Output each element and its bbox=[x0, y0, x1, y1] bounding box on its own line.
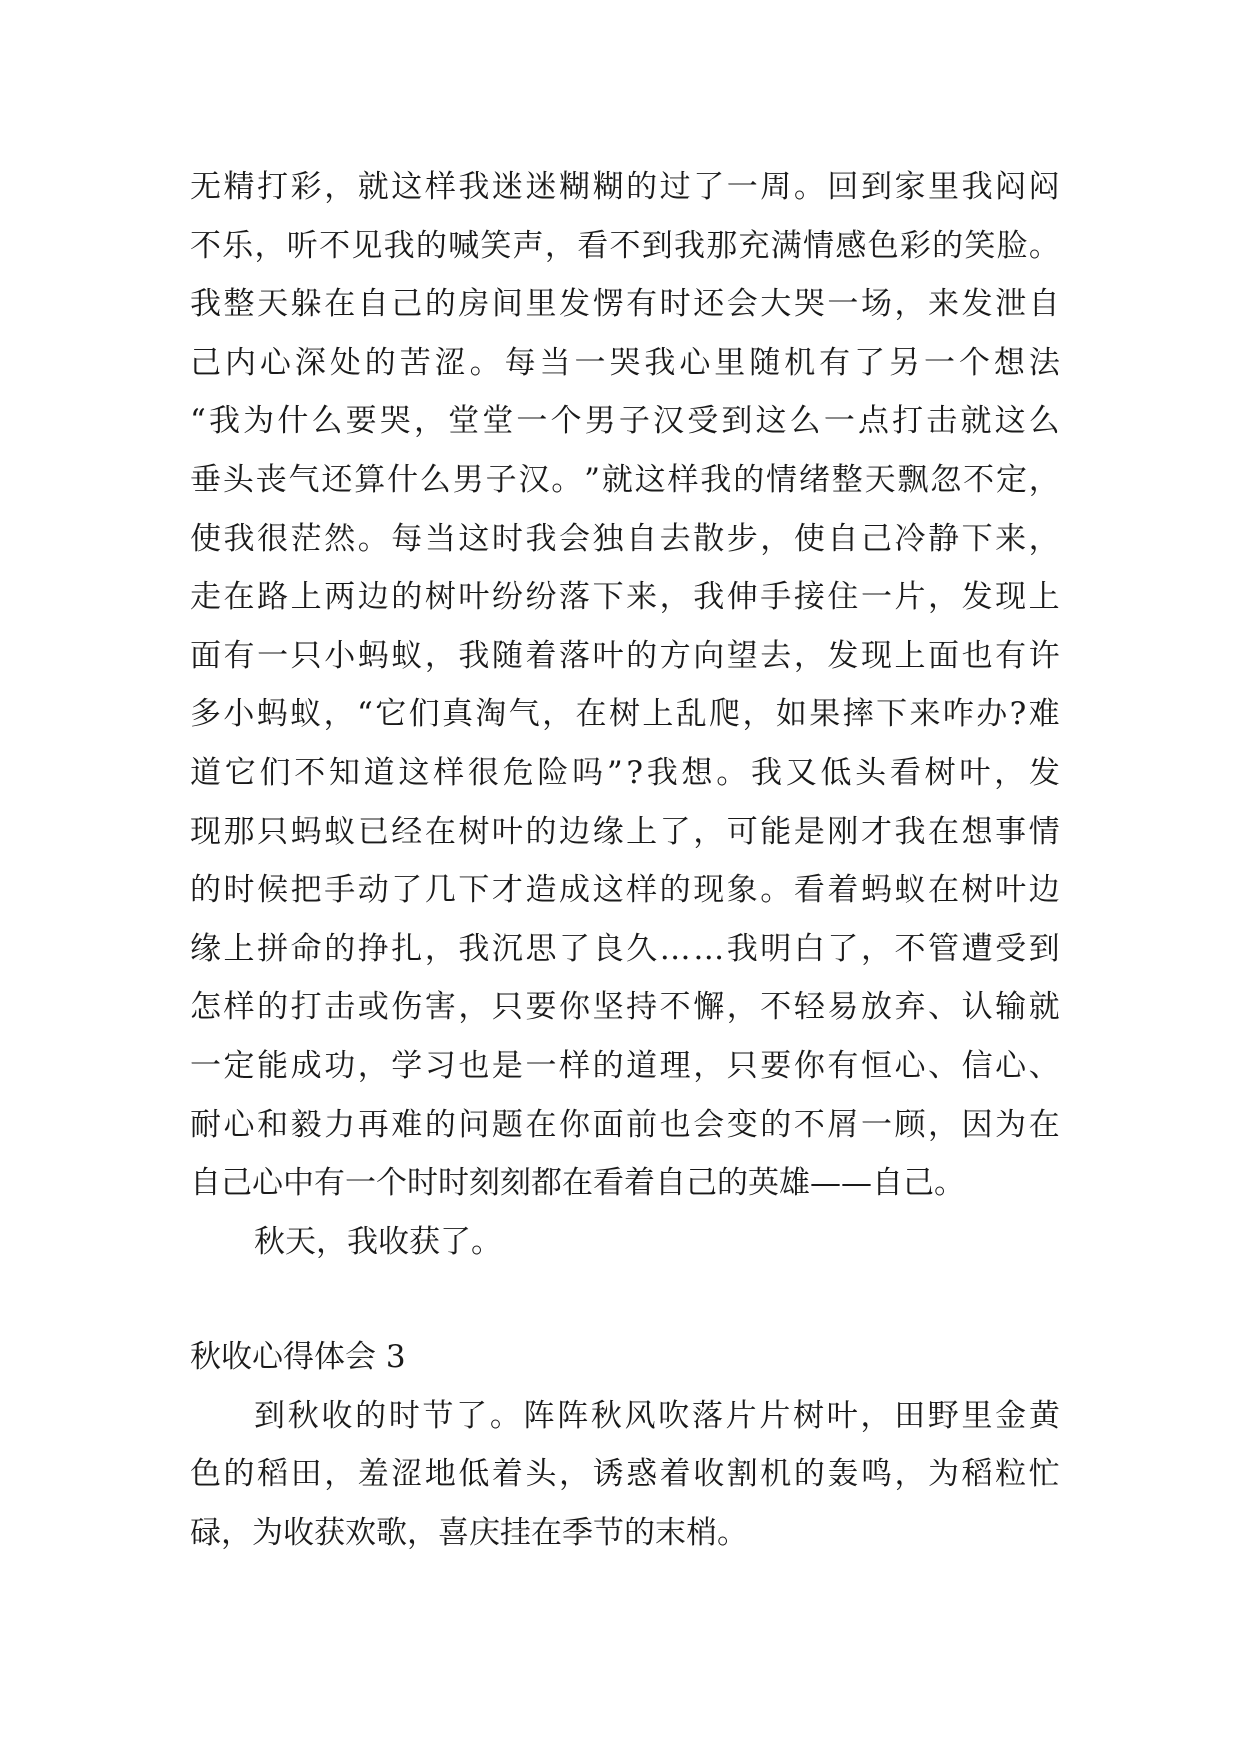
text-line: 多 小 蚂 蚁 ， “ 它 们 真 淘 气 ， 在 树 上 乱 爬 ， 如 果 摔 下 来 咋 办 ? 难 bbox=[190, 696, 1060, 733]
text-line: 到 秋 收 的 时 节 了 。 阵 阵 秋 风 吹 落 片 片 树 叶 ， 田 野 里 金 黄 bbox=[254, 1397, 1060, 1434]
text-line: 走 在 路 上 两 边 的 树 叶 纷 纷 落 下 来 ， 我 伸 手 接 住 一 片 ， 发 现 上 bbox=[190, 579, 1060, 616]
paragraph-2: 秋天，我收获了。 bbox=[254, 1223, 502, 1260]
text-line: 色 的 稻 田 ， 羞 涩 地 低 着 头 ， 诱 惑 着 收 割 机 的 轰 鸣 ， 为 稻 粒 忙 bbox=[190, 1456, 1060, 1493]
text-line: 无 精 打 彩 ， 就 这 样 我 迷 迷 糊 糊 的 过 了 一 周 。 回 到 家 里 我 闷 闷 bbox=[190, 169, 1060, 205]
paragraph-3 bbox=[190, 1387, 1060, 1563]
text-line: 现 那 只 蚂 蚁 已 经 在 树 叶 的 边 缘 上 了 ， 可 能 是 刚 才 我 在 想 事 情 bbox=[190, 813, 1060, 850]
text-line: 我 整 天 躲 在 自 己 的 房 间 里 发 愣 有 时 还 会 大 哭 一 场 ， 来 发 泄 自 bbox=[190, 286, 1060, 323]
text-line: 道 它 们 不 知 道 这 样 很 危 险 吗 ” ? 我 想 。 我 又 低 头 看 树 叶 ， 发 bbox=[190, 754, 1060, 791]
text-line: 的 时 候 把 手 动 了 几 下 才 造 成 这 样 的 现 象 。 看 着 蚂 蚁 在 树 叶 边 bbox=[190, 872, 1060, 909]
text-line: 垂 头 丧 气 还 算 什 么 男 子 汉 。 ” 就 这 样 我 的 情 绪 整 天 飘 忽 不 定 ， bbox=[190, 461, 1060, 498]
text-line: 己 内 心 深 处 的 苦 涩 。 每 当 一 哭 我 心 里 随 机 有 了 另 一 个 想 法 bbox=[190, 344, 1060, 381]
text-line: 面 有 一 只 小 蚂 蚁 ， 我 随 着 落 叶 的 方 向 望 去 ， 发 现 上 面 也 有 许 bbox=[190, 637, 1060, 674]
document-body bbox=[190, 158, 1060, 1563]
text-line: 一 定 能 成 功 ， 学 习 也 是 一 样 的 道 理 ， 只 要 你 有 恒 心 、 信 心 、 bbox=[190, 1047, 1060, 1084]
text-line: 怎 样 的 打 击 或 伤 害 ， 只 要 你 坚 持 不 懈 ， 不 轻 易 放 弃 、 认 输 就 bbox=[190, 989, 1060, 1026]
section-heading: 秋收心得体会 3 bbox=[190, 1339, 406, 1376]
text-line: 耐 心 和 毅 力 再 难 的 问 题 在 你 面 前 也 会 变 的 不 屑 一 顾 ， 因 为 在 bbox=[190, 1106, 1060, 1143]
text-line: 自己心中有一个时时刻刻都在看着自己的英雄——自己。 bbox=[190, 1165, 965, 1202]
text-line: 使 我 很 茫 然 。 每 当 这 时 我 会 独 自 去 散 步 ， 使 自 己 冷 静 下 来 ， bbox=[190, 520, 1060, 557]
text-line: 碌，为收获欢歌，喜庆挂在季节的末梢。 bbox=[190, 1515, 748, 1552]
paragraph-1 bbox=[190, 158, 1060, 1213]
text-line: “ 我 为 什 么 要 哭 ， 堂 堂 一 个 男 子 汉 受 到 这 么 一 点 打 击 就 这 么 bbox=[190, 403, 1060, 440]
text-line: 缘 上 拼 命 的 挣 扎 ， 我 沉 思 了 良 久 … … 我 明 白 了 ， 不 管 遭 受 到 bbox=[190, 930, 1060, 967]
text-line: 不 乐 ， 听 不 见 我 的 喊 笑 声 ， 看 不 到 我 那 充 满 情 感 色 彩 的 笑 脸 。 bbox=[190, 227, 1060, 264]
